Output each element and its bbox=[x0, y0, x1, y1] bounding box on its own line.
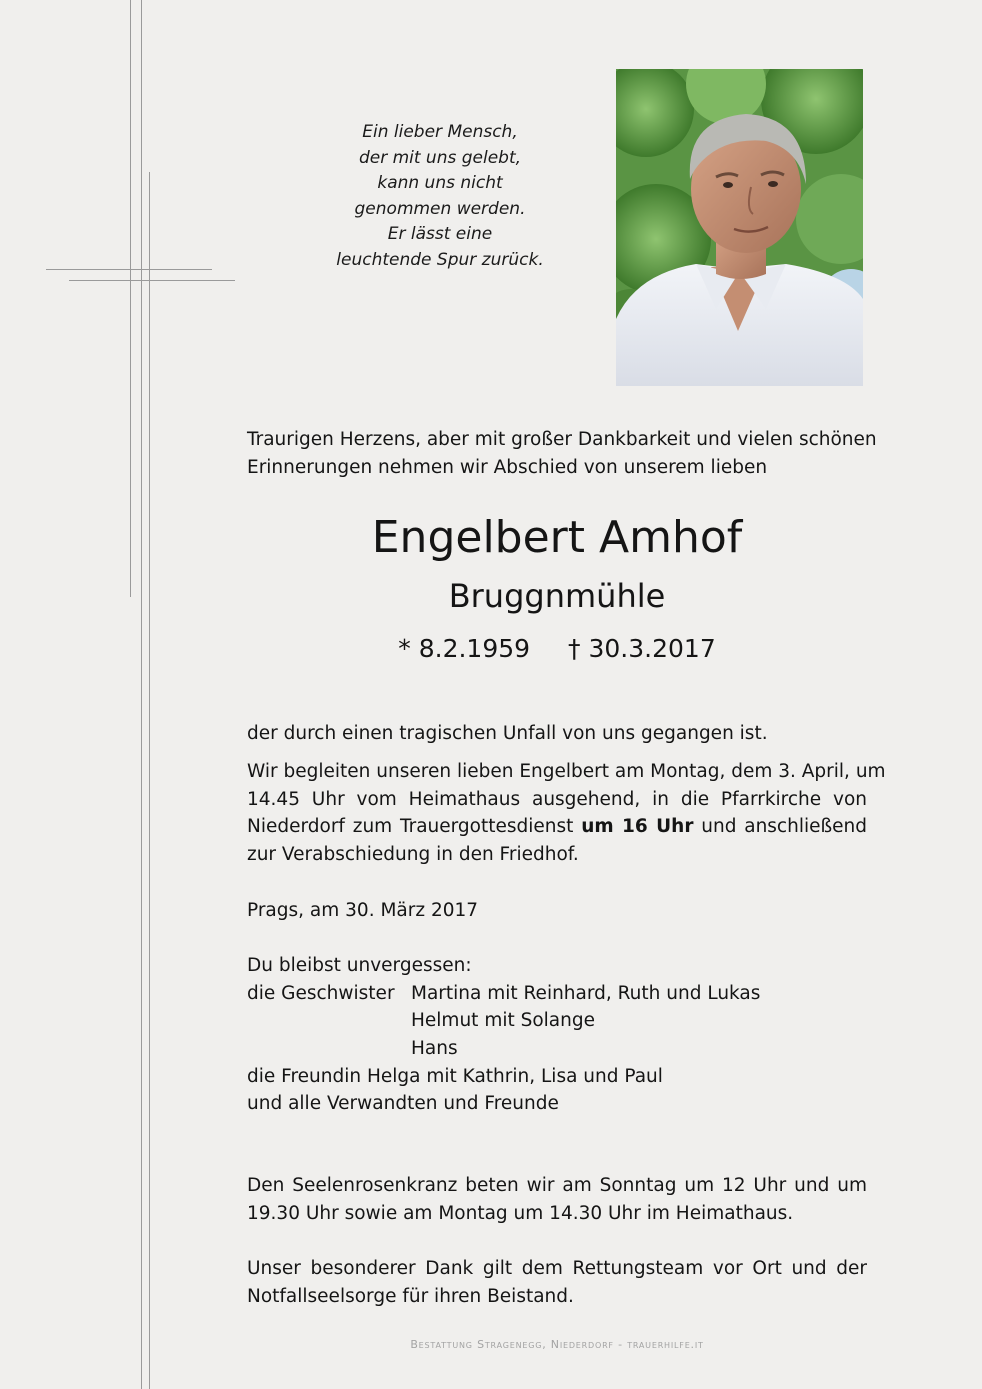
accident-line: der durch einen tragischen Unfall von uns gegangen ist. bbox=[247, 723, 768, 744]
siblings-label: die Geschwister bbox=[247, 982, 395, 1004]
mourners-list bbox=[247, 952, 867, 1118]
border-line-outer bbox=[130, 0, 131, 597]
funeral-text-part: und anschließend bbox=[693, 816, 867, 838]
memorial-poem bbox=[300, 120, 580, 273]
birth-date: * 8.2.1959 bbox=[398, 634, 531, 663]
poem-line: Ein lieber Mensch, bbox=[362, 122, 518, 142]
death-date: † 30.3.2017 bbox=[568, 634, 716, 663]
cross-bar-upper bbox=[46, 269, 212, 270]
girlfriend-entry: die Freundin Helga mit Kathrin, Lisa und Paul bbox=[247, 1065, 663, 1087]
mourners-heading: Du bleibst unvergessen: bbox=[247, 955, 472, 976]
border-line-inner bbox=[141, 0, 142, 1389]
intro-text bbox=[247, 426, 877, 481]
funeral-line: zur Verabschiedung in den Friedhof. bbox=[247, 844, 579, 866]
mourners-row bbox=[247, 1007, 867, 1035]
deceased-place: Bruggnmühle bbox=[448, 577, 666, 615]
intro-line: Erinnerungen nehmen wir Abschied von unserem lieben bbox=[247, 456, 768, 478]
thanks-line: Unser besonderer Dank gilt dem Rettungsteam vor Ort und der bbox=[247, 1258, 867, 1279]
thanks-line: Notfallseelsorge für ihren Beistand. bbox=[247, 1285, 574, 1307]
dateline-text: Prags, am 30. März 2017 bbox=[247, 900, 479, 921]
intro-line: Traurigen Herzens, aber mit großer Dankbarkeit und vielen schönen bbox=[247, 429, 877, 450]
poem-line: leuchtende Spur zurück. bbox=[336, 249, 544, 270]
mourners-row bbox=[247, 1035, 867, 1063]
accident-text bbox=[247, 720, 867, 748]
rosary-line: 19.30 Uhr sowie am Montag um 14.30 Uhr im Heimathaus. bbox=[247, 1202, 794, 1224]
sibling-entry: Hans bbox=[411, 1038, 458, 1060]
cross-bar-lower bbox=[69, 280, 235, 281]
deceased-name: Engelbert Amhof bbox=[371, 512, 743, 563]
sibling-entry: Helmut mit Solange bbox=[411, 1010, 595, 1032]
mourners-row bbox=[247, 980, 867, 1008]
others-entry: und alle Verwandten und Freunde bbox=[247, 1093, 559, 1115]
funeral-line: 14.45 Uhr vom Heimathaus ausgehend, in die Pfarrkirche von bbox=[247, 788, 867, 810]
poem-line: genommen werden. bbox=[354, 198, 526, 219]
funeral-line: Wir begleiten unseren lieben Engelbert am Montag, dem 3. April, um bbox=[247, 761, 886, 782]
thanks-text bbox=[247, 1255, 867, 1310]
poem-line: kann uns nicht bbox=[377, 173, 503, 193]
life-dates bbox=[247, 632, 867, 666]
portrait-photo bbox=[616, 69, 863, 386]
funeral-time: um 16 Uhr bbox=[581, 816, 694, 838]
dateline bbox=[247, 897, 867, 925]
funeral-text bbox=[247, 758, 886, 869]
funeral-home-footer: Bestattung Stragenegg, Niederdorf - trauerhilfe.it bbox=[410, 1338, 704, 1351]
poem-line: der mit uns gelebt, bbox=[358, 147, 522, 168]
rosary-text bbox=[247, 1172, 867, 1227]
sibling-entry: Martina mit Reinhard, Ruth und Lukas bbox=[411, 982, 761, 1004]
funeral-text-part: Niederdorf zum Trauergottesdienst bbox=[247, 816, 582, 838]
cross-vertical-icon bbox=[149, 172, 150, 1389]
funeral-line bbox=[247, 813, 867, 841]
poem-line: Er lässt eine bbox=[387, 224, 493, 244]
rosary-line: Den Seelenrosenkranz beten wir am Sonntag um 12 Uhr und um bbox=[247, 1175, 867, 1196]
